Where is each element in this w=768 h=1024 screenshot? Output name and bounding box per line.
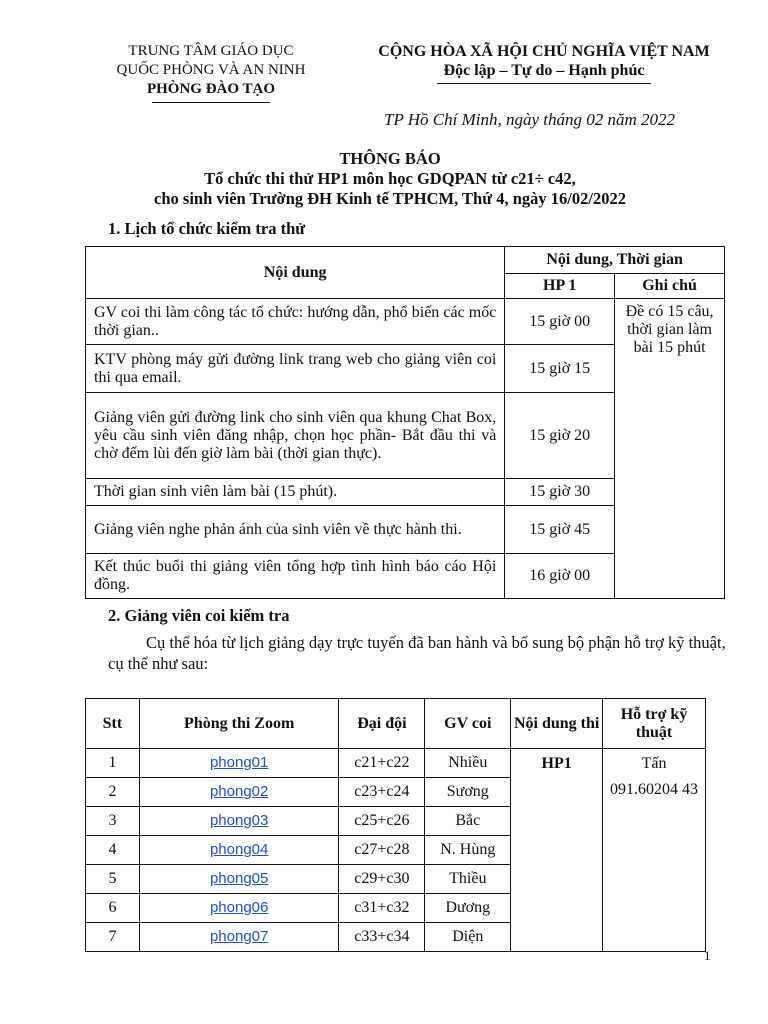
zoom-room-link[interactable]: phong01	[209, 754, 269, 771]
schedule-row-desc: Giảng viên gửi đường link cho sinh viên qua khung Chat Box, yêu cầu sinh viên đăng nhập, chọn học phần- Bắt đầu thi và chờ đếm lùi đến giờ làm bài (thời gian thực).	[86, 393, 505, 479]
motto: Độc lập – Tự do – Hạnh phúc	[443, 62, 645, 79]
proctor-table	[85, 698, 706, 952]
tech-support-phone: 091.60204 43	[610, 781, 699, 798]
notice-title-block	[80, 149, 700, 209]
room-cell	[139, 749, 339, 778]
gv-cell: Thiều	[425, 865, 511, 894]
schedule-row-time: 15 giờ 30	[505, 479, 615, 506]
section-heading-proctors: 2. Giảng viên coi kiểm tra	[108, 606, 290, 625]
notice-subtitle-1: Tổ chức thi thử HP1 môn học GDQPAN từ c21÷ c42,	[204, 169, 576, 188]
room-cell	[139, 778, 339, 807]
country-name: CỘNG HÒA XÃ HỘI CHỦ NGHĨA VIỆT NAM	[378, 43, 710, 60]
notice-subtitle-2: cho sinh viên Trường ĐH Kinh tế TPHCM, Thứ 4, ngày 16/02/2022	[154, 189, 626, 208]
zoom-room-link[interactable]: phong04	[209, 841, 269, 858]
room-cell	[139, 836, 339, 865]
room-cell	[139, 894, 339, 923]
schedule-row-time: 15 giờ 00	[505, 299, 615, 345]
gv-cell: Dương	[425, 894, 511, 923]
zoom-room-link[interactable]: phong07	[209, 928, 269, 945]
schedule-header-group: Nội dung, Thời gian	[505, 247, 725, 274]
page-number: 1	[704, 948, 711, 963]
schedule-row-time: 15 giờ 45	[505, 506, 615, 554]
gv-cell: Bắc	[425, 807, 511, 836]
unit-cell: c29+c30	[339, 865, 425, 894]
schedule-header-note: Ghi chú	[615, 274, 725, 299]
date-line: TP Hồ Chí Minh, ngày tháng 02 năm 2022	[384, 110, 676, 129]
schedule-table	[85, 246, 725, 599]
stt-cell: 3	[86, 807, 140, 836]
unit-cell: c27+c28	[339, 836, 425, 865]
unit-cell: c23+c24	[339, 778, 425, 807]
schedule-row-time: 15 giờ 20	[505, 393, 615, 479]
issuer-line-2: QUỐC PHÒNG VÀ AN NINH	[116, 62, 306, 78]
schedule-header-hp1: HP 1	[505, 274, 615, 299]
zoom-room-link[interactable]: phong06	[209, 899, 269, 916]
unit-cell: c21+c22	[339, 749, 425, 778]
room-cell	[139, 865, 339, 894]
schedule-row-desc: Thời gian sinh viên làm bài (15 phút).	[86, 479, 505, 506]
schedule-row-time: 15 giờ 15	[505, 345, 615, 393]
schedule-row-time: 16 giờ 00	[505, 554, 615, 599]
schedule-row-desc: GV coi thi làm công tác tổ chức: hướng dẫn, phổ biến các mốc thời gian..	[86, 299, 505, 345]
notice-title: THÔNG BÁO	[339, 149, 441, 168]
section-heading-schedule: 1. Lịch tổ chức kiểm tra thử	[108, 219, 306, 238]
unit-cell: c33+c34	[339, 923, 425, 952]
tech-support-cell	[603, 749, 706, 952]
issuer-line-1: TRUNG TÂM GIÁO DỤC	[128, 43, 294, 59]
gv-cell: Sương	[425, 778, 511, 807]
zoom-room-link[interactable]: phong02	[209, 783, 269, 800]
room-cell	[139, 923, 339, 952]
unit-cell: c31+c32	[339, 894, 425, 923]
gv-cell: N. Hùng	[425, 836, 511, 865]
room-cell	[139, 807, 339, 836]
proctor-header-unit: Đại đội	[339, 699, 425, 749]
schedule-note: Đề có 15 câu, thời gian làm bài 15 phút	[615, 299, 725, 599]
table-row	[86, 749, 706, 778]
proctor-header-stt: Stt	[86, 699, 140, 749]
motto-underline	[437, 83, 651, 84]
proctor-header-gv: GV coi	[425, 699, 511, 749]
proctor-header-content: Nội dung thi	[511, 699, 603, 749]
issuer-block	[96, 42, 326, 103]
unit-cell: c25+c26	[339, 807, 425, 836]
schedule-row-desc: KTV phòng máy gửi đường link trang web cho giảng viên coi thi qua email.	[86, 345, 505, 393]
schedule-row-desc: Giảng viên nghe phản ánh của sinh viên về thực hành thi.	[86, 506, 505, 554]
gv-cell: Nhiều	[425, 749, 511, 778]
stt-cell: 1	[86, 749, 140, 778]
issuer-department: PHÒNG ĐÀO TẠO	[146, 81, 276, 97]
gv-cell: Diện	[425, 923, 511, 952]
stt-cell: 6	[86, 894, 140, 923]
stt-cell: 5	[86, 865, 140, 894]
stt-cell: 4	[86, 836, 140, 865]
tech-support-name: Tấn	[641, 755, 667, 772]
national-motto-block	[360, 42, 728, 84]
issuer-underline	[152, 102, 270, 103]
exam-content-cell: HP1	[511, 749, 603, 952]
stt-cell: 7	[86, 923, 140, 952]
proctor-intro-paragraph: Cụ thể hóa từ lịch giảng dạy trực tuyến đã ban hành và bổ sung bộ phận hỗ trợ kỹ thuật, cụ thể như sau:	[108, 633, 726, 673]
schedule-header-content: Nội dung	[86, 247, 505, 299]
proctor-header-room: Phòng thi Zoom	[139, 699, 339, 749]
zoom-room-link[interactable]: phong03	[209, 812, 269, 829]
schedule-row-desc: Kết thúc buổi thi giảng viên tổng hợp tình hình báo cáo Hội đồng.	[86, 554, 505, 599]
stt-cell: 2	[86, 778, 140, 807]
proctor-header-support: Hỗ trợ kỹ thuật	[603, 699, 706, 749]
zoom-room-link[interactable]: phong05	[209, 870, 269, 887]
